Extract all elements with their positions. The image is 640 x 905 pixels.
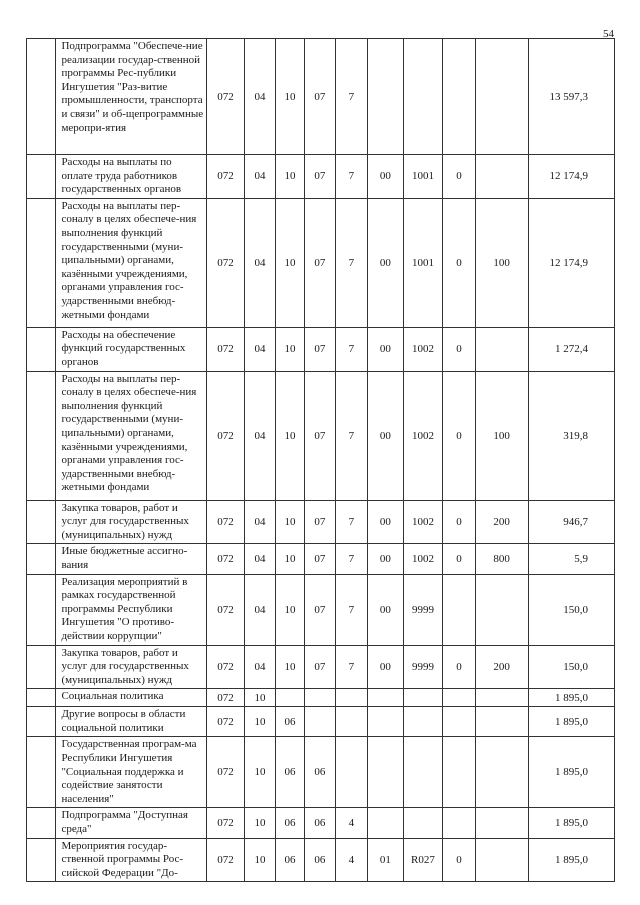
table-row [27, 689, 615, 707]
col-ministry-code: 072 [206, 808, 245, 838]
row-name: Другие вопросы в области социальной политики [56, 707, 206, 737]
table-row [27, 544, 615, 574]
col-expense-type: 200 [475, 645, 528, 689]
table-row [27, 371, 615, 500]
col-subprogram: 7 [335, 39, 367, 155]
row-amount: 1 895,0 [528, 707, 614, 737]
row-index-cell [27, 707, 56, 737]
row-amount: 946,7 [528, 500, 614, 544]
col-expense-type [475, 327, 528, 371]
col-program: 06 [305, 737, 335, 808]
row-index-cell [27, 808, 56, 838]
table-row [27, 838, 615, 882]
col-measure [368, 707, 404, 737]
col-section: 04 [245, 500, 275, 544]
row-name: Расходы на выплаты пер-соналу в целях обеспече-ния выполнения функций государственными (муни-ципальными) органами, казёнными учреждениями, органами управления гос-ударственными внебюд-жетными фондами [56, 198, 206, 327]
col-program: 07 [305, 327, 335, 371]
row-index-cell [27, 838, 56, 882]
col-section: 04 [245, 371, 275, 500]
col-subprogram: 7 [335, 155, 367, 199]
col-subprogram: 7 [335, 198, 367, 327]
col-section: 10 [245, 808, 275, 838]
col-subprogram: 7 [335, 500, 367, 544]
col-order: 0 [443, 544, 475, 574]
col-ministry-code: 072 [206, 155, 245, 199]
col-expense-type [475, 39, 528, 155]
col-expense-type: 800 [475, 544, 528, 574]
col-order: 0 [443, 198, 475, 327]
col-subsection: 06 [275, 707, 304, 737]
col-subprogram: 7 [335, 544, 367, 574]
col-subsection: 10 [275, 500, 304, 544]
table-row [27, 155, 615, 199]
col-order: 0 [443, 645, 475, 689]
col-expense-type [475, 737, 528, 808]
col-subsection: 10 [275, 574, 304, 645]
col-section: 10 [245, 737, 275, 808]
col-direction: 1002 [403, 371, 443, 500]
col-order: 0 [443, 500, 475, 544]
col-section: 10 [245, 707, 275, 737]
budget-table [26, 38, 615, 882]
col-order: 0 [443, 371, 475, 500]
col-section: 04 [245, 544, 275, 574]
col-order: 0 [443, 838, 475, 882]
col-measure: 00 [368, 500, 404, 544]
col-program [305, 689, 335, 707]
row-amount: 1 272,4 [528, 327, 614, 371]
row-index-cell [27, 737, 56, 808]
col-section: 10 [245, 838, 275, 882]
col-subprogram [335, 689, 367, 707]
col-measure: 01 [368, 838, 404, 882]
col-direction: 1002 [403, 544, 443, 574]
col-program: 07 [305, 198, 335, 327]
row-name: Мероприятия государ-ственной программы Рос-сийской Федерации "До- [56, 838, 206, 882]
col-measure: 00 [368, 645, 404, 689]
col-expense-type [475, 707, 528, 737]
col-subsection: 10 [275, 544, 304, 574]
row-index-cell [27, 689, 56, 707]
col-direction: 1001 [403, 155, 443, 199]
col-subprogram: 7 [335, 327, 367, 371]
col-measure [368, 737, 404, 808]
col-expense-type [475, 838, 528, 882]
col-subprogram: 7 [335, 645, 367, 689]
col-program: 07 [305, 544, 335, 574]
col-section: 04 [245, 574, 275, 645]
row-index-cell [27, 39, 56, 155]
col-order [443, 707, 475, 737]
col-subprogram: 7 [335, 574, 367, 645]
table-row [27, 808, 615, 838]
col-measure: 00 [368, 155, 404, 199]
col-section: 04 [245, 39, 275, 155]
col-direction [403, 707, 443, 737]
col-expense-type: 200 [475, 500, 528, 544]
table-row [27, 737, 615, 808]
row-name: Закупка товаров, работ и услуг для государственных (муниципальных) нужд [56, 645, 206, 689]
col-ministry-code: 072 [206, 198, 245, 327]
col-order: 0 [443, 155, 475, 199]
col-expense-type: 100 [475, 198, 528, 327]
row-index-cell [27, 500, 56, 544]
col-subsection: 06 [275, 808, 304, 838]
col-measure [368, 39, 404, 155]
col-measure: 00 [368, 544, 404, 574]
col-ministry-code: 072 [206, 39, 245, 155]
row-index-cell [27, 645, 56, 689]
col-program: 07 [305, 500, 335, 544]
table-row [27, 500, 615, 544]
table-row [27, 574, 615, 645]
col-direction: 9999 [403, 645, 443, 689]
col-subsection: 10 [275, 327, 304, 371]
col-subsection: 10 [275, 371, 304, 500]
row-amount: 1 895,0 [528, 737, 614, 808]
col-direction: 1002 [403, 327, 443, 371]
col-subsection: 10 [275, 39, 304, 155]
row-index-cell [27, 155, 56, 199]
col-section: 04 [245, 645, 275, 689]
col-program: 07 [305, 574, 335, 645]
col-ministry-code: 072 [206, 327, 245, 371]
col-order [443, 574, 475, 645]
row-amount: 1 895,0 [528, 808, 614, 838]
col-ministry-code: 072 [206, 689, 245, 707]
col-ministry-code: 072 [206, 574, 245, 645]
col-subsection: 10 [275, 645, 304, 689]
col-ministry-code: 072 [206, 371, 245, 500]
col-expense-type: 100 [475, 371, 528, 500]
row-name: Закупка товаров, работ и услуг для государственных (муниципальных) нужд [56, 500, 206, 544]
col-measure: 00 [368, 327, 404, 371]
table-row [27, 707, 615, 737]
col-subprogram [335, 737, 367, 808]
row-index-cell [27, 198, 56, 327]
col-ministry-code: 072 [206, 544, 245, 574]
row-name: Расходы на обеспечение функций государственных органов [56, 327, 206, 371]
col-program [305, 707, 335, 737]
row-amount: 319,8 [528, 371, 614, 500]
col-subsection: 10 [275, 198, 304, 327]
col-ministry-code: 072 [206, 500, 245, 544]
col-program: 06 [305, 808, 335, 838]
col-program: 07 [305, 39, 335, 155]
col-direction [403, 39, 443, 155]
col-section: 04 [245, 155, 275, 199]
col-expense-type [475, 155, 528, 199]
row-name: Реализация мероприятий в рамках государственной программы Республики Ингушетия "О противо-действии коррупции" [56, 574, 206, 645]
row-amount: 150,0 [528, 645, 614, 689]
row-amount: 1 895,0 [528, 689, 614, 707]
col-subprogram: 7 [335, 371, 367, 500]
row-index-cell [27, 574, 56, 645]
col-order [443, 737, 475, 808]
col-order [443, 39, 475, 155]
col-subsection: 06 [275, 737, 304, 808]
col-measure: 00 [368, 371, 404, 500]
page-number: 54 [603, 28, 614, 40]
col-subprogram: 4 [335, 838, 367, 882]
row-name: Подпрограмма "Доступная среда" [56, 808, 206, 838]
col-expense-type [475, 689, 528, 707]
col-section: 04 [245, 198, 275, 327]
col-section: 04 [245, 327, 275, 371]
table-row [27, 39, 615, 155]
row-index-cell [27, 371, 56, 500]
col-subsection [275, 689, 304, 707]
row-name: Подпрограмма "Обеспече-ние реализации государ-ственной программы Рес-публики Ингушетия "Раз-витие промышленности, транспорта и связи" и об-щепрограммные меропри-ятия [56, 39, 206, 155]
col-section: 10 [245, 689, 275, 707]
col-subsection: 10 [275, 155, 304, 199]
row-amount: 13 597,3 [528, 39, 614, 155]
row-name: Социальная политика [56, 689, 206, 707]
col-ministry-code: 072 [206, 645, 245, 689]
col-order: 0 [443, 327, 475, 371]
row-amount: 12 174,9 [528, 198, 614, 327]
row-index-cell [27, 544, 56, 574]
row-name: Расходы на выплаты пер-соналу в целях обеспече-ния выполнения функций государственными (муни-ципальными) органами, казёнными учреждениями, органами управления гос-ударственными внебюд-жетными фондами [56, 371, 206, 500]
row-amount: 150,0 [528, 574, 614, 645]
col-subprogram: 4 [335, 808, 367, 838]
row-amount: 12 174,9 [528, 155, 614, 199]
row-name: Иные бюджетные ассигно-вания [56, 544, 206, 574]
row-index-cell [27, 327, 56, 371]
col-expense-type [475, 808, 528, 838]
col-program: 07 [305, 645, 335, 689]
table-row [27, 198, 615, 327]
table-row [27, 645, 615, 689]
col-program: 07 [305, 155, 335, 199]
col-direction [403, 689, 443, 707]
row-amount: 1 895,0 [528, 838, 614, 882]
row-name: Расходы на выплаты по оплате труда работников государственных органов [56, 155, 206, 199]
col-direction [403, 737, 443, 808]
col-direction [403, 808, 443, 838]
row-name: Государственная програм-ма Республики Ингушетия "Социальная поддержка и содействие занятости населения" [56, 737, 206, 808]
col-subsection: 06 [275, 838, 304, 882]
col-ministry-code: 072 [206, 707, 245, 737]
col-direction: 9999 [403, 574, 443, 645]
col-direction: 1002 [403, 500, 443, 544]
col-subprogram [335, 707, 367, 737]
col-order [443, 808, 475, 838]
col-expense-type [475, 574, 528, 645]
col-direction: R027 [403, 838, 443, 882]
col-measure: 00 [368, 574, 404, 645]
col-ministry-code: 072 [206, 838, 245, 882]
col-measure: 00 [368, 198, 404, 327]
col-ministry-code: 072 [206, 737, 245, 808]
col-measure [368, 689, 404, 707]
row-amount: 5,9 [528, 544, 614, 574]
col-measure [368, 808, 404, 838]
col-program: 06 [305, 838, 335, 882]
col-order [443, 689, 475, 707]
col-direction: 1001 [403, 198, 443, 327]
col-program: 07 [305, 371, 335, 500]
table-row [27, 327, 615, 371]
